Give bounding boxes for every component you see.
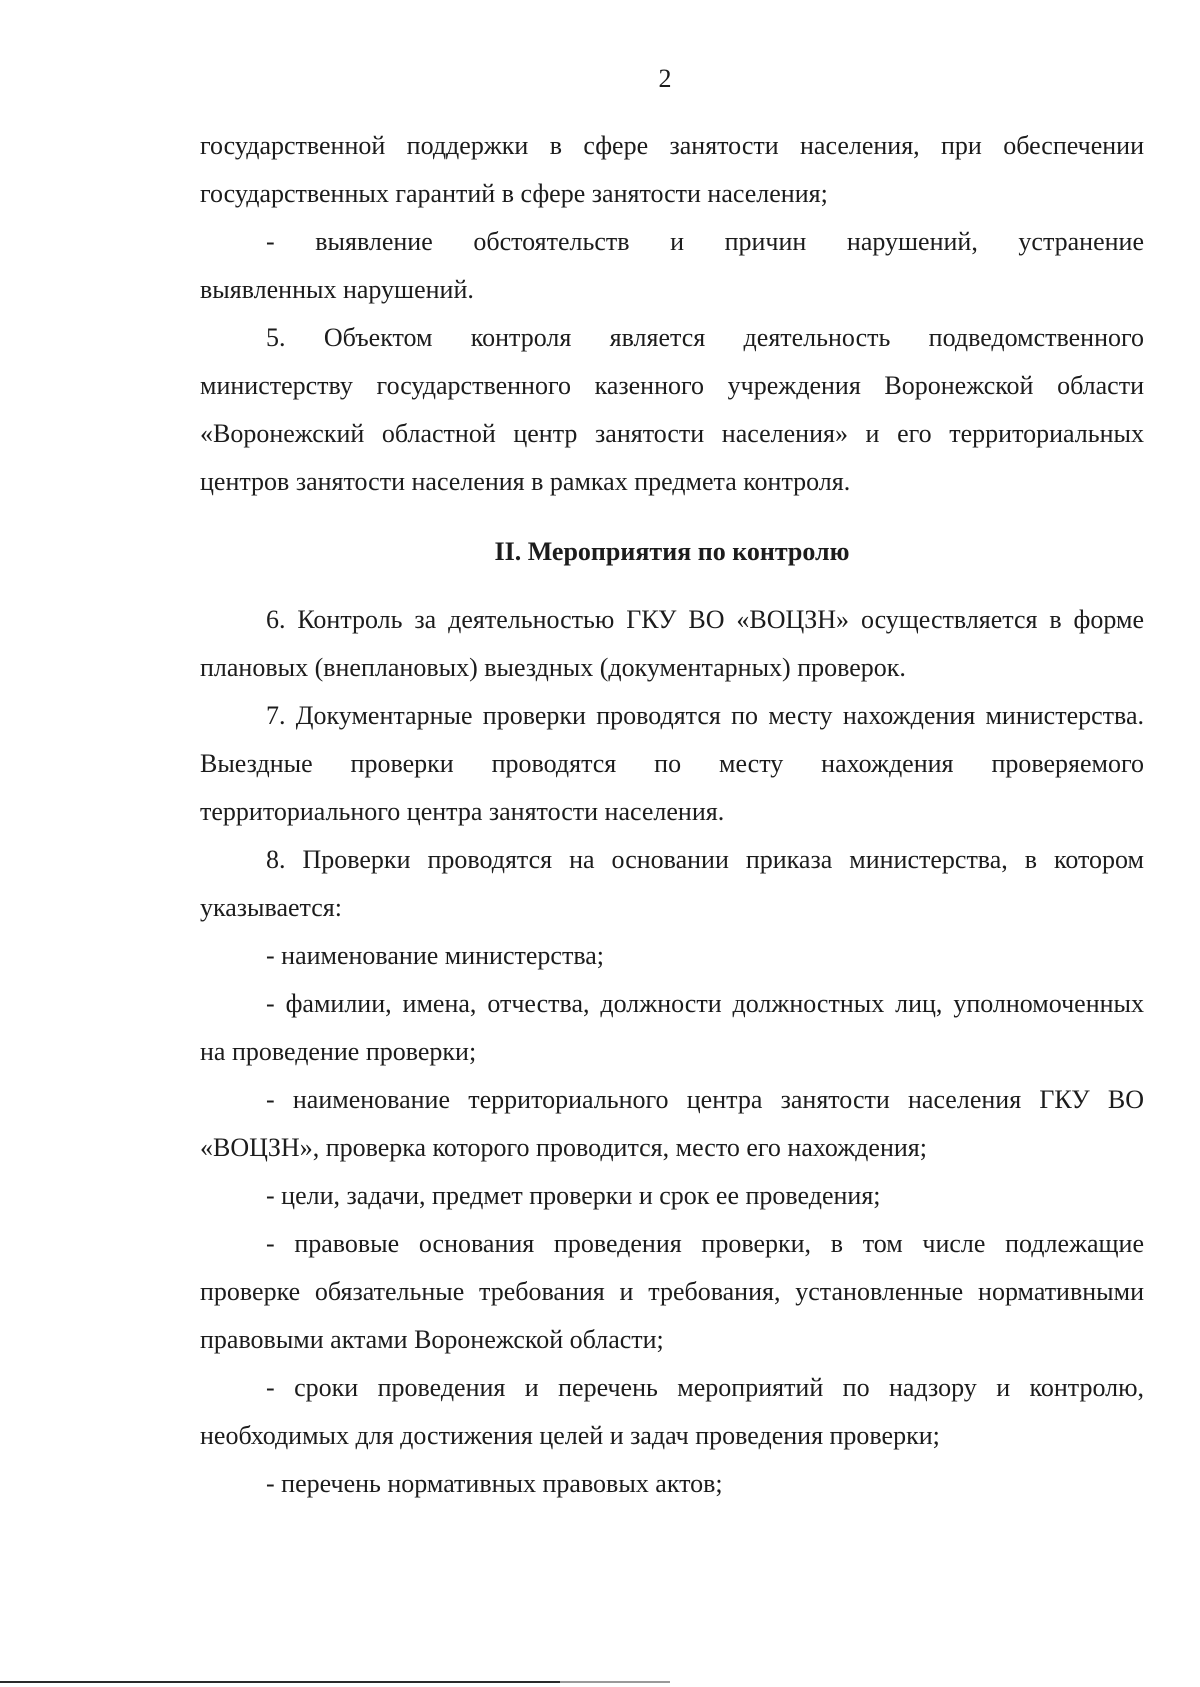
paragraph-continuation-line-2: государственных гарантий в сфере занятости населения;: [200, 179, 828, 208]
list-item-territorial-center: - наименование территориального центра занятости населения ГКУ ВО «ВОЦЗН», проверка которого проводится, место его нахождения;: [200, 1085, 1144, 1162]
list-item-legal-basis: - правовые основания проведения проверки, в том числе подлежащие проверке обязательные требования и требования, установленные нормативными правовыми актами Воронежской области;: [200, 1229, 1144, 1354]
list-item-legal-acts: - перечень нормативных правовых актов;: [266, 1469, 723, 1498]
document-body: [200, 122, 1144, 1508]
page-number: 2: [658, 64, 672, 93]
list-item-violations-line-1: - выявление обстоятельств и причин нарушений, устранение: [266, 227, 1144, 256]
paragraph-8: 8. Проверки проводятся на основании приказа министерства, в котором указывается:: [200, 845, 1144, 922]
list-item-goals: - цели, задачи, предмет проверки и срок ее проведения;: [266, 1181, 881, 1210]
list-item-ministry-name: - наименование министерства;: [266, 941, 605, 970]
list-item-violations-line-2: выявленных нарушений.: [200, 275, 474, 304]
list-item-officials: - фамилии, имена, отчества, должности должностных лиц, уполномоченных на проведение проверки;: [200, 989, 1144, 1066]
section-heading: II. Мероприятия по контролю: [494, 537, 850, 566]
paragraph-7: 7. Документарные проверки проводятся по месту нахождения министерства. Выездные проверки проводятся по месту нахождения проверяемого территориального центра занятости населения.: [200, 701, 1144, 826]
list-item-deadlines: - сроки проведения и перечень мероприятий по надзору и контролю, необходимых для достижения целей и задач проведения проверки;: [200, 1373, 1144, 1450]
paragraph-6: 6. Контроль за деятельностью ГКУ ВО «ВОЦЗН» осуществляется в форме плановых (внеплановых) выездных (документарных) проверок.: [200, 605, 1144, 682]
paragraph-5: 5. Объектом контроля является деятельность подведомственного министерству государственного казенного учреждения Воронежской области «Воронежский областной центр занятости населения» и его территориальных центров занятости населения в рамках предмета контроля.: [200, 323, 1144, 496]
scan-edge-line-faint: [560, 1681, 670, 1683]
paragraph-continuation-line-1: государственной поддержки в сфере занятости населения, при обеспечении: [200, 131, 1144, 160]
